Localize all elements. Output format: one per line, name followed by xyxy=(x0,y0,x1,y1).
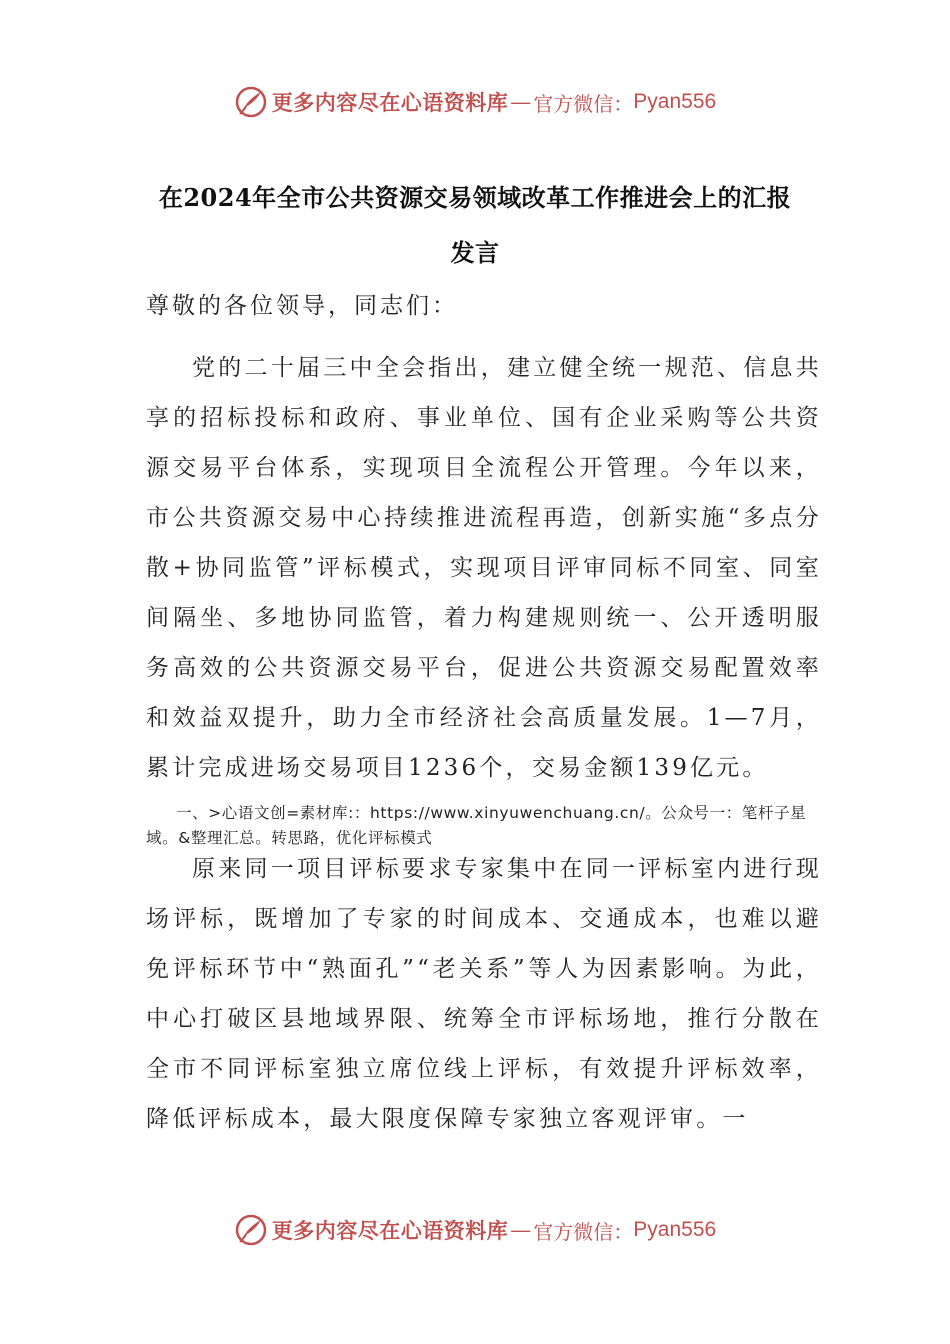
section-heading: 一、>心语文创=素材库:：https://www.xinyuwenchuang.cn/。公众号一：笔杆子星域。&整理汇总。转思路，优化评标模式 xyxy=(146,804,807,847)
quill-logo-icon xyxy=(234,1213,268,1247)
footer-banner xyxy=(0,1210,950,1250)
banner-wechat-id: Pyan556 xyxy=(633,90,717,113)
banner-wechat-label: 官方微信： xyxy=(533,91,634,116)
salutation: 尊敬的各位领导，同志们： xyxy=(146,293,458,319)
body-paragraph-2: 原来同一项目评标要求专家集中在同一评标室内进行现场评标，既增加了专家的时间成本、交通成本，也难以避免评标环节中“熟面孔”“老关系”等人为因素影响。为此，中心打破区县地域界限、统筹全市评标场地，推行分散在全市不同评标室独立席位线上评标，有效提升评标效率，降低评标成本，最大限度保障专家独立客观评审。一 xyxy=(146,856,822,1132)
banner-wechat-label: 官方微信： xyxy=(533,1219,634,1244)
banner-site-text: 更多内容尽在心语资料库 xyxy=(271,1218,509,1243)
header-banner xyxy=(0,82,950,122)
title-line-1: 在2024年全市公共资源交易领域改革工作推进会上的汇报 xyxy=(158,183,792,212)
banner-site-text: 更多内容尽在心语资料库 xyxy=(271,90,509,115)
quill-logo-icon xyxy=(234,85,268,119)
banner-separator: — xyxy=(510,90,532,114)
body-paragraph-1: 党的二十届三中全会指出，建立健全统一规范、信息共享的招标投标和政府、事业单位、国有企业采购等公共资源交易平台体系，实现项目全流程公开管理。今年以来，市公共资源交易中心持续推进流程再造，创新实施“多点分散+协同监管”评标模式，实现项目评审同标不同室、同室间隔坐、多地协同监管，着力构建规则统一、公开透明服务高效的公共资源交易平台，促进公共资源交易配置效率和效益双提升，助力全市经济社会高质量发展。1—7月，累计完成进场交易项目1236个，交易金额139亿元。 xyxy=(146,355,822,781)
banner-wechat-id: Pyan556 xyxy=(633,1218,717,1241)
document-title xyxy=(140,170,810,280)
banner-separator: — xyxy=(510,1218,532,1242)
title-line-2: 发言 xyxy=(450,238,500,267)
